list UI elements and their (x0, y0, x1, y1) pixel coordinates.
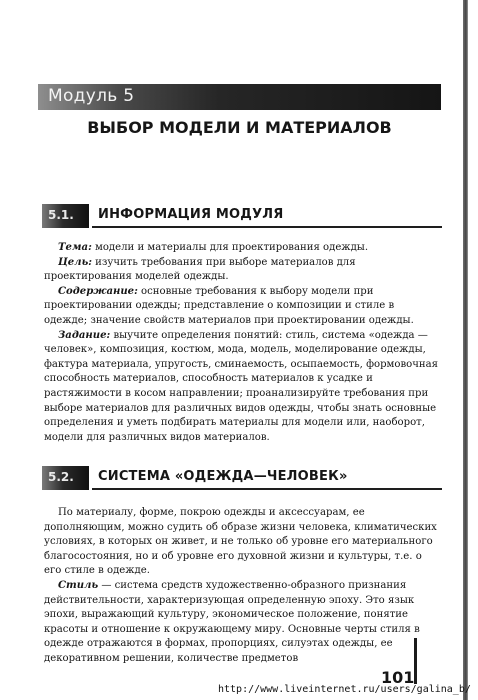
content-label: Содержание: (58, 285, 138, 297)
section-header-5-1 (42, 204, 442, 228)
theme-paragraph (44, 241, 440, 256)
page-edge-shadow (463, 0, 468, 700)
style-text: — система средств художественно-образного признания действительности, характеризующая определенную эпоху. Это язык эпохи, выражающий культуру, экономическое положение, понятие красоты и отношение к окружающему миру. Основные черты стиля в одежде отражаются в формах, пропорциях, силуэтах одежды, ее декоративном решении, количестве предметов (44, 579, 420, 664)
section-5-1-body (44, 241, 440, 445)
section-number-box (42, 204, 89, 228)
section-title: ИНФОРМАЦИЯ МОДУЛЯ (98, 207, 284, 222)
goal-text: изучить требования при выборе материалов для проектирования моделей одежды. (44, 256, 356, 283)
style-label: Стиль (58, 579, 99, 591)
section-header-5-2 (42, 466, 442, 490)
task-paragraph (44, 329, 440, 446)
goal-label: Цель: (58, 256, 92, 268)
page-number: 101 (381, 668, 415, 687)
task-text: выучите определения понятий: стиль, система «одежда — человек», композиция, костюм, мода, модель, моделирование одежды, фактура материала, упругость, сминаемость, осыпаемость, формовочная способность материалов, способность материалов к усадке и растяжимости в косом направлении; проанализируйте требования при выборе материалов для различных видов одежды, чтобы знать основные определения и уметь подбирать материалы для модели или, наоборот, модели для различных видов материалов. (44, 329, 439, 443)
goal-paragraph (44, 256, 440, 285)
watermark-url: http://www.liveinternet.ru/users/galina_b/ (218, 684, 471, 695)
section-title: СИСТЕМА «ОДЕЖДА—ЧЕЛОВЕК» (98, 469, 348, 484)
section-rule (92, 488, 442, 490)
theme-text: модели и материалы для проектирования одежды. (91, 242, 369, 253)
section-number: 5.2. (48, 470, 74, 484)
page-number-rule (414, 638, 417, 684)
section-number-box (42, 466, 89, 490)
theme-label: Тема: (58, 242, 92, 253)
content-text: основные требования к выбору модели при проектировании одежды; представление о композиции и стиле в одежде; значение свойств материалов при проектировании одежды. (44, 285, 414, 326)
module-title: ВЫБОР МОДЕЛИ И МАТЕРИАЛОВ (87, 118, 392, 137)
task-label: Задание: (58, 329, 111, 341)
section-5-2-body (44, 506, 440, 667)
intro-paragraph: По материалу, форме, покрою одежды и аксессуарам, ее дополняющим, можно судить об образе жизни человека, климатических условиях, в которых он живет, и не только об уровне его материального благосостояния, но и об уровне его духовной жизни и культуры, т.е. о его стиле в одежде. (44, 507, 437, 577)
content-paragraph (44, 285, 440, 329)
module-label: Модуль 5 (48, 86, 135, 106)
style-paragraph (44, 579, 440, 667)
section-rule (92, 226, 442, 228)
section-number: 5.1. (48, 208, 74, 222)
